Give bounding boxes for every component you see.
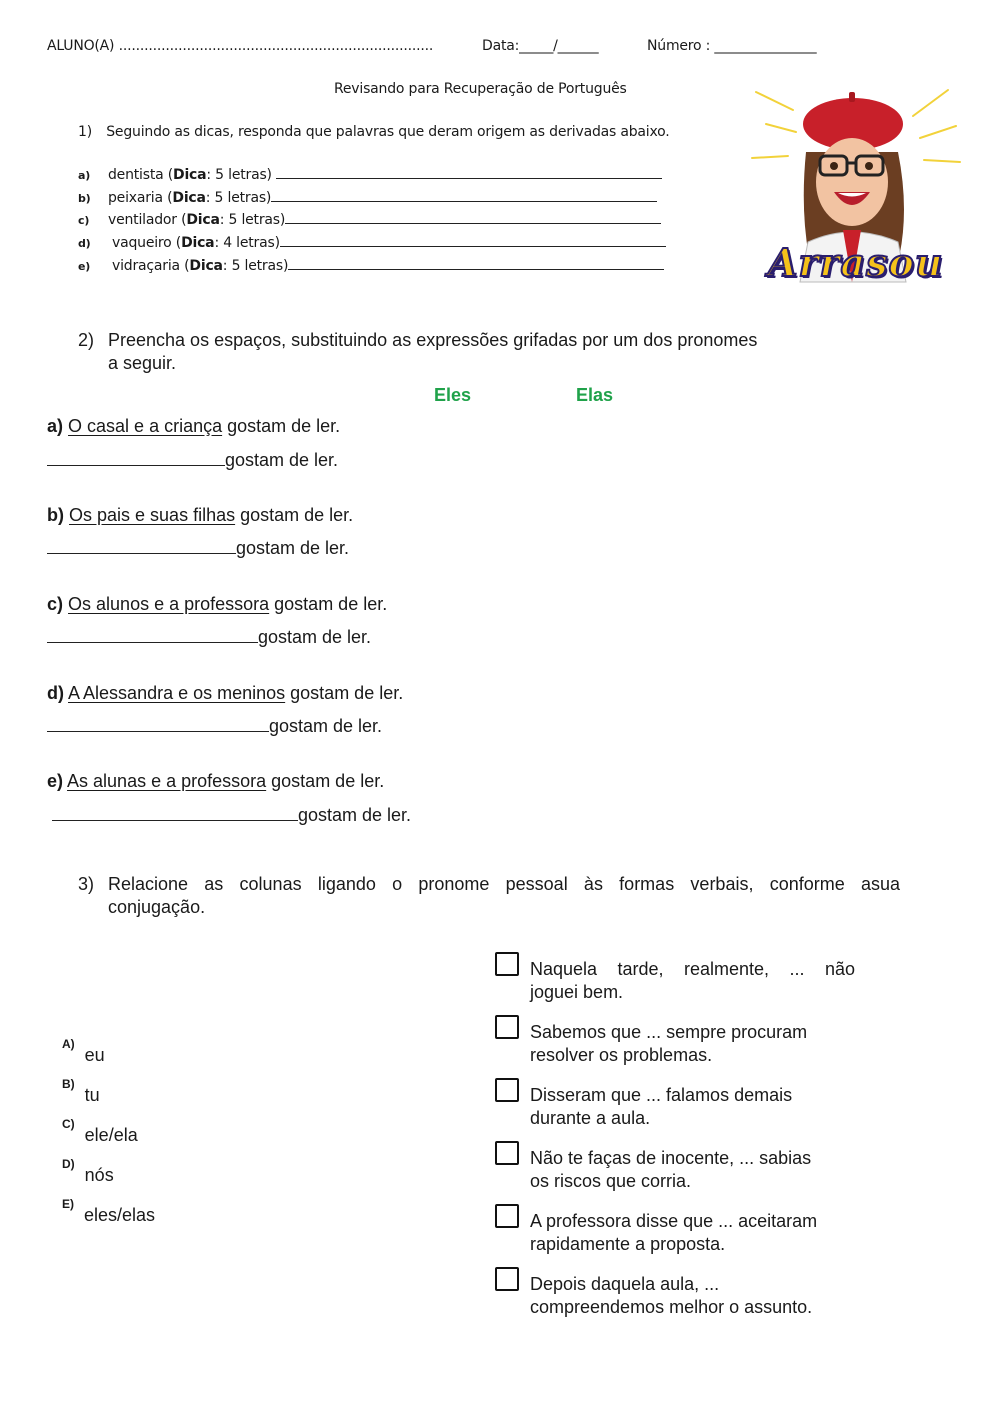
q1-item-c: c) ventilador (Dica: 5 letras) <box>78 209 661 228</box>
answer-blank[interactable] <box>47 448 225 466</box>
answer-blank[interactable] <box>47 536 236 554</box>
column-left-item-e: $^{E)}$eles/elas <box>62 1197 156 1225</box>
q1-item-label: a) <box>78 169 91 182</box>
q2-item-label: a) <box>47 416 64 436</box>
q2-subject: O casal e a criança <box>68 416 223 436</box>
answer-blank[interactable] <box>276 164 662 179</box>
q2-item-label: e) <box>47 771 64 791</box>
answer-blank[interactable] <box>280 232 666 247</box>
q1-item-word: dentista <box>108 167 164 183</box>
answer-blank[interactable] <box>271 187 657 202</box>
column-right-item-2: Sabemos que ... sempre procuram resolver os problemas. <box>530 1022 808 1065</box>
date-field[interactable]: Data:_____/______ <box>482 38 599 54</box>
q1-item-label: d) <box>78 237 91 250</box>
arrasou-sticker <box>748 82 963 302</box>
column-left-item-a: $^{A)}$eu <box>62 1037 105 1065</box>
answer-blank[interactable] <box>47 625 258 643</box>
pronoun-option-elas: Elas <box>576 385 614 405</box>
student-name-field[interactable]: ALUNO(A) .......................................................................... <box>47 38 434 54</box>
q2-item-c: c) Os alunos e a professora gostam de ler. <box>47 594 388 614</box>
column-right-item-5: A professora disse que ... aceitaram rapidamente a proposta. <box>530 1211 818 1254</box>
answer-checkbox[interactable] <box>495 1141 519 1165</box>
column-right-item-4: Não te faças de inocente, ... sabias os riscos que corria. <box>530 1148 812 1191</box>
answer-checkbox[interactable] <box>495 952 519 976</box>
q3-number: 3) <box>78 874 95 894</box>
q1-text: Seguindo as dicas, responda que palavras que deram origem as derivadas abaixo. <box>106 124 670 140</box>
q2-item-label: b) <box>47 505 64 525</box>
answer-blank[interactable] <box>47 714 269 732</box>
q3-prompt-line2: conjugação. <box>108 897 206 917</box>
q2-item-b: b) Os pais e suas filhas gostam de ler. <box>47 505 354 525</box>
answer-blank[interactable] <box>285 209 661 224</box>
q1-item-word: vidraçaria <box>112 258 180 274</box>
q1-item-word: ventilador <box>108 212 177 228</box>
q1-item-a: a) dentista (Dica: 5 letras) <box>78 164 662 183</box>
column-right-item-1: Naquela tarde, realmente, ... não joguei bem. <box>530 959 855 1002</box>
q2-number: 2) <box>78 330 95 350</box>
page-title: Revisando para Recuperação de Português <box>334 81 627 97</box>
column-left-item-b: $^{B)}$tu <box>62 1077 100 1105</box>
q2-item-label: d) <box>47 683 64 703</box>
answer-checkbox[interactable] <box>495 1015 519 1039</box>
q2-answer-d: gostam de ler. <box>47 714 382 737</box>
q1-item-d: d) vaqueiro (Dica: 4 letras) <box>78 232 666 251</box>
q2-subject: As alunas e a professora <box>67 771 267 791</box>
column-right-item-6: Depois daquela aula, ... compreendemos melhor o assunto. <box>530 1274 813 1317</box>
answer-blank[interactable] <box>288 255 664 270</box>
q2-item-a: a) O casal e a criança gostam de ler. <box>47 416 341 436</box>
q2-answer-a: gostam de ler. <box>47 448 338 471</box>
q1-item-word: vaqueiro <box>112 235 172 251</box>
column-right-item-3: Disseram que ... falamos demais durante a aula. <box>530 1085 793 1128</box>
q1-item-b: b) peixaria (Dica: 5 letras) <box>78 187 657 206</box>
q2-answer-b: gostam de ler. <box>47 536 349 559</box>
q2-answer-e: gostam de ler. <box>52 803 411 826</box>
answer-checkbox[interactable] <box>495 1267 519 1291</box>
number-field[interactable]: Número : _______________ <box>647 38 817 54</box>
q2-answer-c: gostam de ler. <box>47 625 371 648</box>
answer-checkbox[interactable] <box>495 1078 519 1102</box>
q1-item-label: c) <box>78 214 90 227</box>
sticker-text: Arrasou <box>768 240 944 285</box>
q1-number: 1) <box>78 124 92 140</box>
q1-item-label: b) <box>78 192 91 205</box>
q3-prompt-line1: Relacione as colunas ligando o pronome pessoal às formas verbais, conforme asua <box>108 874 900 894</box>
column-left-item-d: $^{D)}$nós <box>62 1157 114 1185</box>
q1-item-e: e) vidraçaria (Dica: 5 letras) <box>78 255 664 274</box>
q2-subject: Os pais e suas filhas <box>69 505 236 525</box>
answer-checkbox[interactable] <box>495 1204 519 1228</box>
q2-item-label: c) <box>47 594 64 614</box>
pronoun-option-eles: Eles <box>434 385 472 405</box>
q2-item-e: e) As alunas e a professora gostam de ler. <box>47 771 385 791</box>
q1-prompt <box>78 124 670 140</box>
q2-subject: Os alunos e a professora <box>68 594 270 614</box>
q1-item-label: e) <box>78 260 91 273</box>
q2-item-d: d) A Alessandra e os meninos gostam de ler. <box>47 683 404 703</box>
column-left-item-c: $^{C)}$ele/ela <box>62 1117 138 1145</box>
answer-blank[interactable] <box>52 803 298 821</box>
q2-subject: A Alessandra e os meninos <box>68 683 286 703</box>
q2-prompt-line2: a seguir. <box>108 353 177 373</box>
q2-prompt-line1: Preencha os espaços, substituindo as expressões grifadas por um dos pronomes <box>108 330 758 350</box>
q1-item-word: peixaria <box>108 190 163 206</box>
